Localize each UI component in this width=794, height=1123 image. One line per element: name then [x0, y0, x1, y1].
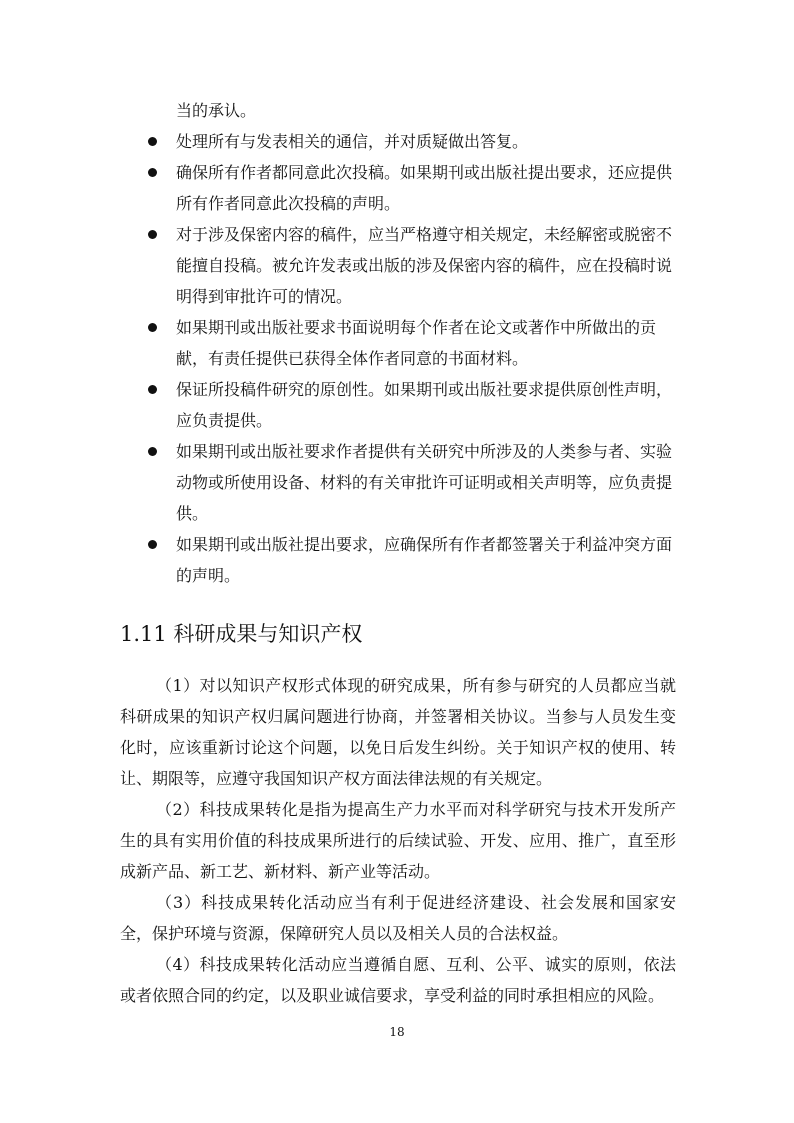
list-item	[0, 436, 676, 529]
list-item-text: 如果期刊或出版社提出要求，应确保所有作者都签署关于利益冲突方面的声明。	[176, 535, 673, 585]
bullet-icon	[148, 137, 157, 146]
list-item-text: 如果期刊或出版社要求作者提供有关研究中所涉及的人类参与者、实验动物或所使用设备、材料的有关审批许可证明或相关声明等，应负责提供。	[176, 442, 673, 523]
body-paragraphs	[120, 670, 676, 1011]
list-item	[0, 374, 676, 436]
continuation-text: 当的承认。	[176, 101, 257, 120]
section-heading: 1.11 科研成果与知识产权	[120, 622, 363, 646]
list-item-text: 保证所投稿件研究的原创性。如果期刊或出版社要求提供原创性声明，应负责提供。	[176, 380, 673, 430]
bullet-icon	[148, 447, 157, 456]
bullet-icon	[148, 230, 157, 239]
list-item-text: 确保所有作者都同意此次投稿。如果期刊或出版社提出要求，还应提供所有作者同意此次投稿的声明。	[176, 163, 673, 213]
list-item	[0, 529, 676, 591]
bullet-icon	[148, 385, 157, 394]
list-item-text: 如果期刊或出版社要求书面说明每个作者在论文或著作中所做出的贡献，有责任提供已获得全体作者同意的书面材料。	[176, 318, 657, 368]
list-item	[0, 157, 676, 219]
list-item-text: 对于涉及保密内容的稿件，应当严格遵守相关规定，未经解密或脱密不能擅自投稿。被允许发表或出版的涉及保密内容的稿件，应在投稿时说明得到审批许可的情况。	[176, 225, 673, 306]
bullet-list	[0, 126, 794, 591]
list-item	[0, 312, 676, 374]
page-number: 18	[389, 1025, 405, 1039]
bullet-icon	[148, 323, 157, 332]
bullet-icon	[148, 168, 157, 177]
paragraph: （4）科技成果转化活动应当遵循自愿、互利、公平、诚实的原则，依法或者依照合同的约定，以及职业诚信要求，享受利益的同时承担相应的风险。	[120, 955, 676, 1005]
paragraph: （2）科技成果转化是指为提高生产力水平而对科学研究与技术开发所产生的具有实用价值的科技成果所进行的后续试验、开发、应用、推广，直至形成新产品、新工艺、新材料、新产业等活动。	[120, 800, 676, 881]
list-item	[0, 126, 676, 157]
list-item	[0, 219, 676, 312]
paragraph: （3）科技成果转化活动应当有利于促进经济建设、社会发展和国家安全，保护环境与资源，保障研究人员以及相关人员的合法权益。	[120, 893, 676, 943]
bullet-icon	[148, 540, 157, 549]
paragraph: （1）对以知识产权形式体现的研究成果，所有参与研究的人员都应当就科研成果的知识产权归属问题进行协商，并签署相关协议。当参与人员发生变化时，应该重新讨论这个问题，以免日后发生纠纷。关于知识产权的使用、转让、期限等，应遵守我国知识产权方面法律法规的有关规定。	[120, 676, 676, 788]
list-item-text: 处理所有与发表相关的通信，并对质疑做出答复。	[176, 132, 529, 151]
